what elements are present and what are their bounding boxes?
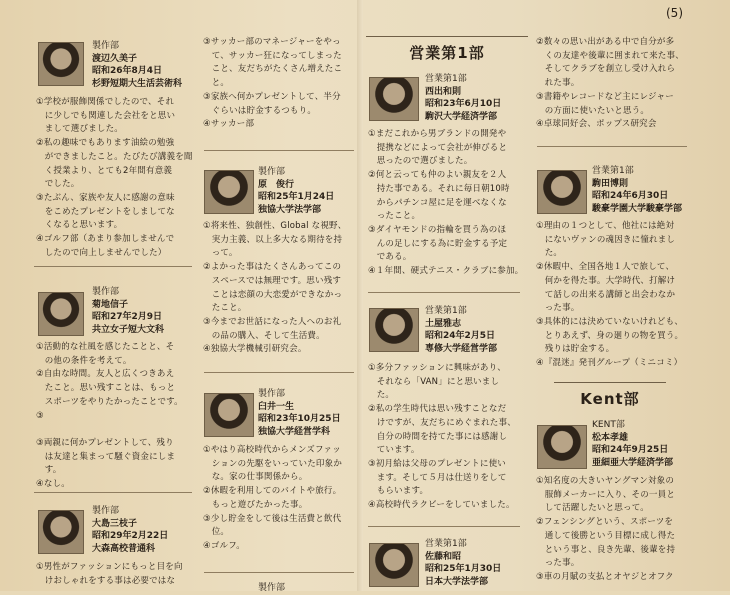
answer-line: ②何と云っても仲のよい親友を２人 (368, 170, 507, 181)
answer-line: ③ダイヤモンドの指輪を買う為のほ (368, 224, 507, 235)
profile-name: 菊地信子 (92, 299, 129, 310)
profile-answers (36, 96, 193, 260)
profile-header (92, 40, 182, 90)
answer-line: った事。 (536, 303, 580, 314)
answer-line: もっと遊びたかった事。 (203, 499, 308, 510)
answer-line: ③サッカー部のマネージャーをやっ (203, 37, 341, 47)
answer-line: ②私の趣味でもあります油絵の勉強 (36, 138, 175, 149)
answer-line: ③少し貯金をして後は生活費と飲代 (203, 513, 342, 524)
answer-line: たこと。 (203, 303, 247, 314)
answer-line: は友達と集まって騒ぐ資金にしま (36, 451, 176, 462)
answer-line: 通して後勝という目標に成し得た (536, 530, 676, 541)
profile-answers (368, 128, 523, 279)
answer-line: ③書籍やレコードなど主にレジャー (536, 91, 674, 102)
answer-line: ます。そして５月は仕送りをして (368, 472, 507, 483)
answer-line: と。 (203, 78, 230, 89)
answer-line: ③今までお世話になった人へのお礼 (203, 316, 342, 327)
answer-line: けですが、友だちにめぐまれた事、 (368, 417, 516, 428)
portrait-photo (537, 170, 587, 214)
answer-line: ④独協大学機械引研究会。 (203, 344, 307, 355)
answer-line: ③たぶん、家族や友人に感謝の意味 (36, 192, 175, 203)
answer-line: という事と、良き先輩、後輩を持 (536, 544, 676, 555)
page-fold (357, 0, 363, 591)
portrait-photo (369, 77, 419, 121)
answer-line: って。 (203, 248, 238, 259)
answer-line: ④なし。 (36, 479, 70, 490)
answer-line: ③具体的には決めていないけれども、 (536, 316, 684, 327)
answer-line: こと、友だちがたくさん増えたこ (203, 64, 343, 75)
section-heading-sales1 (372, 42, 522, 63)
answer-line: ②数々の思い出がある中で自分が多 (536, 37, 675, 47)
profile-name: 原 俊行 (258, 179, 295, 190)
divider (204, 150, 354, 151)
profile-name: 渡辺久美子 (92, 53, 138, 64)
profile-birth: 昭和25年1月30日 (425, 564, 502, 574)
answer-line: である。 (368, 252, 412, 263)
profile-dept: 製作部 (92, 287, 120, 297)
profile-answers (536, 220, 683, 371)
divider (204, 572, 354, 573)
section-rule (366, 36, 528, 37)
answer-line: ④『混迷』発刊グループ（ミニコミ） (536, 358, 683, 369)
answer-line: くなると思います。 (36, 220, 123, 231)
answer-line: ①男性がファッションにもっと目を向 (36, 562, 183, 572)
profile-dept: 製作部 (258, 583, 286, 593)
answer-line: けおしゃれをする事は必要ではな (36, 575, 176, 586)
answer-line: た。 (536, 248, 563, 259)
answer-line: の他の条件を考えて。 (36, 355, 132, 366)
profile-school: 杉野短期大生活芸術科 (92, 78, 183, 89)
answer-line: ことは恋顔の大恋愛ができなかっ (203, 289, 343, 300)
answer-line: の品の購入、そして生活費。 (203, 330, 325, 341)
answer-line: スペースでは無理です。思い残す (203, 275, 342, 286)
profile-birth: 昭和29年2月22日 (92, 531, 169, 541)
answer-line: 実力主義、以上多大なる期待を持 (203, 234, 343, 245)
answer-line: ぐらいは貯金するつもり。 (203, 105, 317, 116)
profile-answers (36, 341, 183, 492)
answer-line: ④１年間、硬式テニス・クラブに参加。 (368, 266, 524, 277)
answer-line: ①知名度の大きいヤングマン対象の (536, 476, 675, 486)
divider (368, 292, 520, 293)
section-title: Kent部 (580, 390, 640, 408)
profile-school: 独協大学法学部 (258, 204, 322, 215)
answer-line: 提携などによって会社が伸びると (368, 142, 508, 153)
answer-line: をこめたプレゼントをしましてな (36, 206, 175, 217)
answer-line: スポーツをやりたかったことです。 (36, 396, 183, 407)
profile-dept: KENT部 (592, 420, 625, 430)
portrait-photo (204, 393, 254, 437)
answer-line: ②フェンシングという、スポーツを (536, 517, 674, 528)
portrait-photo (369, 543, 419, 587)
answer-line: たこと。思い残すことは、もっと (36, 383, 176, 394)
portrait-photo (38, 510, 84, 554)
answer-line: ④ゴルフ部（あまり参加しませんで (36, 234, 175, 245)
answer-line: ②よかった事はたくさんあってこの (203, 262, 342, 273)
profile-school: 亜細亜大学経済学部 (592, 457, 674, 468)
answer-line: ①多分ファッションに興味があり、 (368, 363, 506, 373)
profile-answers (203, 444, 342, 554)
section-title: 営業第1部 (409, 44, 485, 62)
answer-line: ④高校時代ラクビーをしていました。 (368, 500, 515, 511)
answer-line: ③初月給は父母のプレゼントに使い (368, 458, 506, 469)
answer-line: からパチンコ屋に足を運べなくな (368, 197, 507, 208)
profile-birth: 昭和27年2月9日 (92, 312, 163, 322)
answer-line: ています。 (368, 445, 420, 456)
answer-line (36, 423, 183, 437)
profile-answers (536, 475, 675, 585)
answer-line: の方面に使いたいと思う。 (536, 105, 650, 116)
answer-line: て、サッカー狂になってしまった (203, 50, 342, 61)
profile-answers (203, 220, 346, 357)
answer-line: ①理由の１つとして、他社には絶対 (536, 221, 675, 231)
profile-birth: 昭和25年1月24日 (258, 192, 335, 202)
profile-birth: 昭和23年10月25日 (258, 414, 341, 424)
profile-school: 駿豪学園大学駿豪学部 (592, 203, 683, 214)
profile-school: 大森高校普通科 (92, 543, 156, 554)
answer-line: ①活動的な社風を感じたことと、そ (36, 342, 175, 352)
answer-line: 自分の時間を持てた事には感謝し (368, 431, 508, 442)
answer-line: れた事。 (536, 78, 580, 89)
profile-school: 独協大学経営学科 (258, 426, 331, 437)
profile-header (92, 286, 164, 336)
profile-dept: 営業第1部 (425, 74, 467, 84)
profile-name: 松本孝雄 (592, 432, 629, 443)
answer-line: 位。 (203, 527, 230, 538)
profile-header (592, 165, 682, 215)
profile-birth: 昭和24年2月5日 (425, 331, 496, 341)
portrait-photo (369, 308, 419, 352)
answer-line: た。 (368, 390, 395, 401)
answer-line: ったこと。 (368, 211, 421, 222)
answer-line: ②休暇を利用してのバイトや旅行。 (203, 486, 342, 497)
answer-line: 服飾メーカーに入り、その一員と (536, 489, 676, 500)
profile-header (258, 388, 341, 438)
answer-line: ②休暇中、全国各地１人で旅して、 (536, 262, 675, 273)
answer-line: そしてクラブを創立し受け入れら (536, 64, 676, 75)
profile-school: 日本大学法学部 (425, 576, 489, 587)
divider (34, 492, 192, 493)
answer-line: とりあえず、身の廻りの物を買う。 (536, 330, 684, 341)
answer-line: ①やはり高校時代からメンズファッ (203, 445, 341, 455)
profile-header (425, 305, 497, 355)
profile-answers (36, 561, 183, 588)
answer-line: った事。 (536, 558, 580, 569)
profile-dept: 営業第1部 (592, 166, 634, 176)
answer-line: ④サッカー部 (203, 119, 255, 130)
answer-line: ①将来性、独創性、Global な視野、 (203, 221, 347, 231)
profile-name: 西出和則 (425, 86, 462, 97)
profile-birth: 昭和26年8月4日 (92, 66, 163, 76)
page-number: (5) (666, 6, 683, 20)
divider (204, 372, 354, 373)
portrait-photo (38, 292, 84, 336)
answer-line: まして選びました。 (36, 124, 124, 135)
profile-header (258, 166, 334, 216)
profile-name: 佐藤和昭 (425, 551, 462, 562)
profile-answers (536, 36, 684, 132)
answer-line: ①学校が服飾関係でしたので、それ (36, 97, 175, 107)
answer-line: ③両親に何かプレゼントして、残り (36, 437, 174, 448)
profile-dept: 営業第1部 (425, 539, 467, 549)
answer-line: したので向上しませんでした） (36, 247, 167, 258)
answer-line: に少しでも関連した会社をと思い (36, 110, 176, 121)
divider (537, 146, 687, 147)
profile-name: 大島三枝子 (92, 518, 138, 529)
profile-name: 土屋雅志 (425, 318, 462, 329)
answer-line: それなら「VAN」にと思いまし (368, 376, 500, 387)
answer-line: ④ゴルフ。 (203, 540, 245, 551)
answer-line: 残りは貯金する。 (536, 344, 615, 355)
answer-line: て話しの出来る講師と出会わなか (536, 289, 676, 300)
answer-line: ができましたこと。たびたび講義を聞 (36, 151, 193, 162)
profile-dept: 製作部 (92, 506, 120, 516)
answer-line: ②自由な時間。友人と広くつきあえ (36, 369, 175, 380)
portrait-photo (38, 42, 84, 86)
answer-line: ①まだこれから男ブランドの開発や (368, 129, 507, 139)
answer-line: んの足しにする為に貯金する予定 (368, 238, 508, 249)
answer-line: もらいます。 (368, 486, 429, 497)
answer-line: して活躍したいと思って。 (536, 503, 649, 514)
profile-dept: 営業第1部 (425, 306, 467, 316)
profile-birth: 昭和24年6月30日 (592, 191, 669, 201)
answer-line: な。家の仕事関係から。 (203, 472, 308, 483)
profile-dept: 製作部 (92, 41, 120, 51)
answer-line: す。 (36, 465, 62, 476)
profile-answers (203, 36, 342, 132)
answer-line: ションの先駆をいっていた印象か (203, 458, 343, 469)
answer-line: 何かを得た事。大学時代、打解け (536, 275, 676, 286)
portrait-photo (537, 425, 587, 469)
profile-name: 駒田博則 (592, 178, 629, 189)
profile-header (425, 538, 501, 588)
answer-line: ②私の学生時代は思い残すことなだ (368, 404, 507, 415)
profile-header (592, 419, 673, 469)
profile-school: 共立女子短大文科 (92, 324, 165, 335)
answer-line: 持た事である。それに毎日朝10時 (368, 183, 510, 194)
profile-answers (368, 362, 516, 513)
answer-line: ③車の月賦の支払とオヤジとオフク (536, 571, 674, 582)
profile-header (92, 505, 168, 555)
answer-line: くの友達や後輩に囲まれて来た事、 (536, 50, 684, 61)
answer-line: 思ったので選びました。 (368, 156, 473, 167)
profile-birth: 昭和23年6月10日 (425, 99, 502, 109)
answer-line: にないヴァンの魂因きに憧れまし (536, 234, 676, 245)
profile-school: 専修大学経営学部 (425, 343, 498, 354)
profile-dept: 製作部 (258, 167, 286, 177)
answer-line: ④卓球同好会、ポップス研究会 (536, 119, 657, 130)
profile-school: 駒沢大学経済学部 (425, 111, 498, 122)
answer-line: でした。 (36, 179, 80, 190)
answer-line: く授業より、とても2年間有意義 (36, 165, 173, 176)
profile-dept: 製作部 (258, 389, 286, 399)
profile-name: 臼井一生 (258, 401, 295, 412)
section-rule (554, 382, 666, 383)
profile-header (425, 73, 501, 123)
answer-line: ③ (36, 410, 44, 421)
divider (368, 526, 520, 527)
profile-birth: 昭和24年9月25日 (592, 445, 669, 455)
section-heading-kent (560, 388, 660, 409)
answer-line: ③家族へ何かプレゼントして、半分 (203, 91, 341, 102)
divider (34, 266, 192, 267)
portrait-photo (204, 170, 254, 214)
